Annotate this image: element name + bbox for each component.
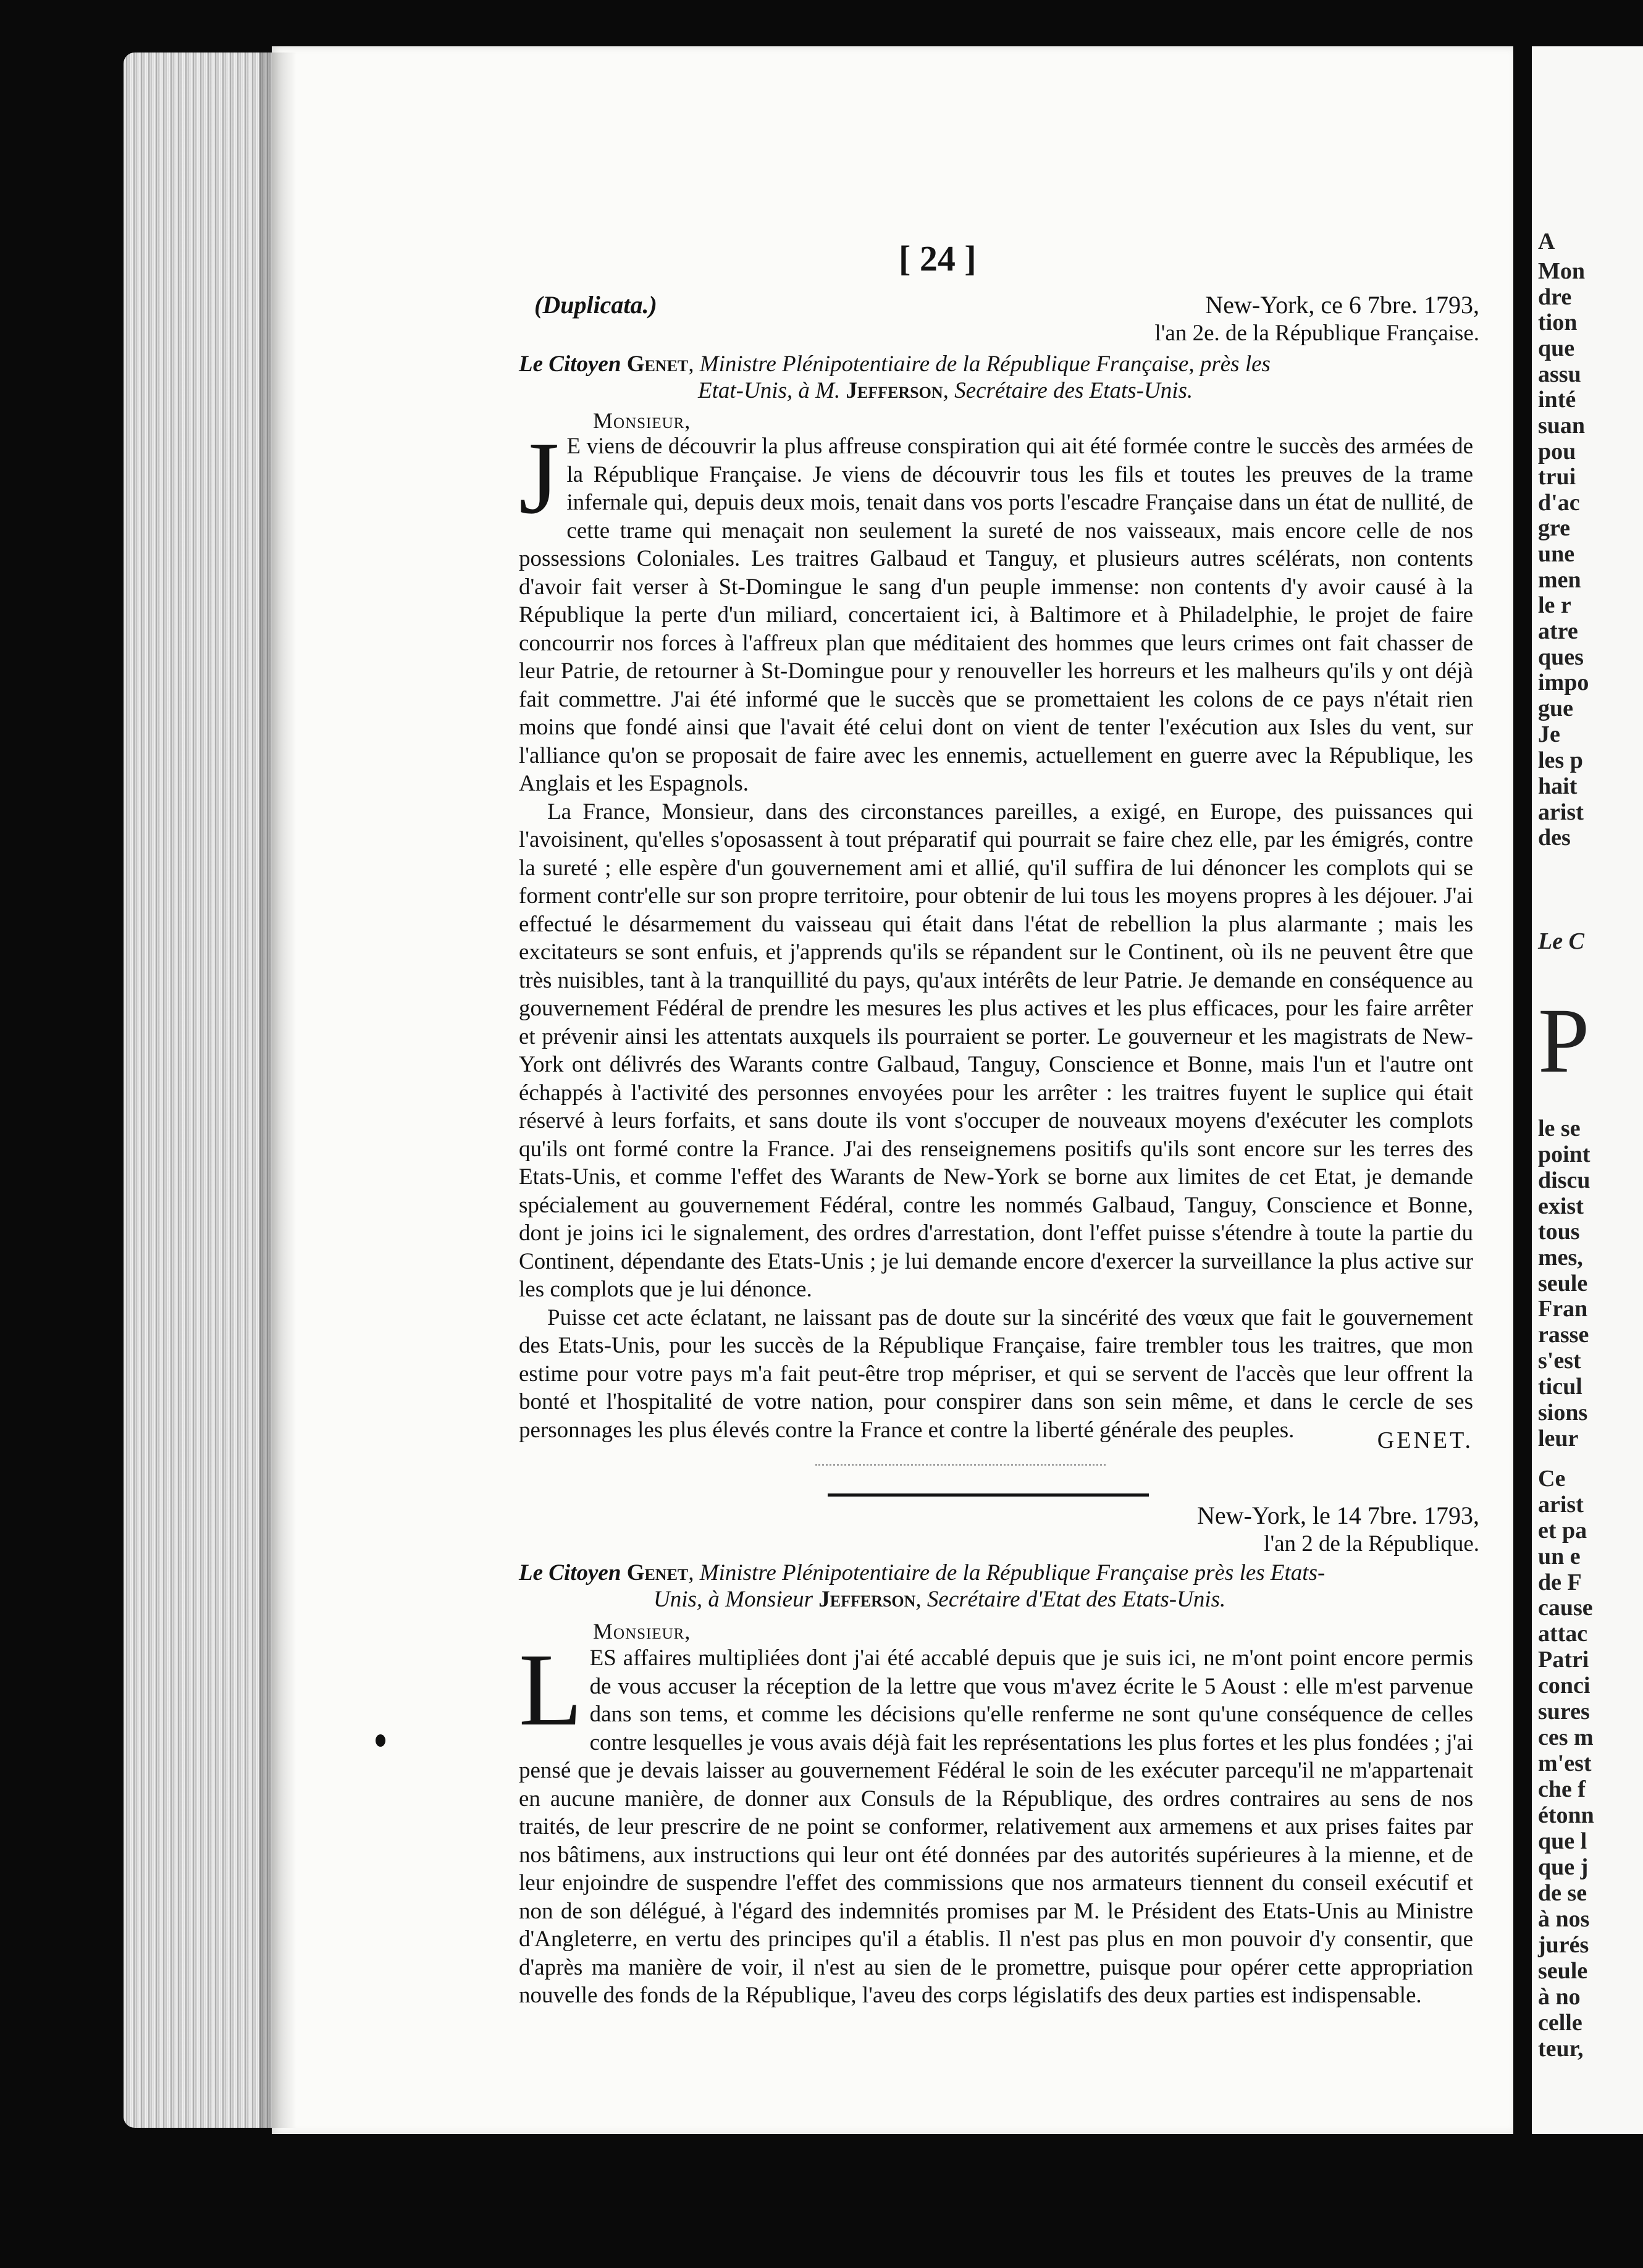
letter1-dateline: New-York, ce 6 7bre. 1793, bbox=[1205, 291, 1479, 319]
facing-page-text-fragment: attac bbox=[1538, 1621, 1588, 1647]
gutter-shadow bbox=[259, 52, 296, 2128]
facing-page-text-fragment: inté bbox=[1538, 387, 1576, 413]
letter1-addr-title: , Ministre Plénipotentiaire de la République Française, près les bbox=[688, 351, 1271, 377]
facing-page-text-fragment: exist bbox=[1538, 1193, 1584, 1219]
facing-page-text-fragment: point bbox=[1538, 1141, 1590, 1167]
facing-page-text-fragment: A bbox=[1538, 229, 1555, 254]
facing-page-text-fragment: que j bbox=[1538, 1854, 1589, 1880]
facing-page-text-fragment: Le C bbox=[1538, 928, 1584, 954]
letter1-addr-recipient: Jefferson bbox=[846, 378, 943, 403]
facing-page-text-fragment: trui bbox=[1538, 464, 1576, 490]
page-number: [ 24 ] bbox=[899, 238, 977, 279]
letter2-paragraph: LES affaires multipliées dont j'ai été accablé depuis que je suis ici, ne m'ont point encore permis de vous accuser la réception de la lettre que vous m'avez écrite le 5 Aoust : elle m'est parvenue dans son tems, et comme les décisions qu'elle renferme ne sont qu'une conséquence de celles contre lesquelles je vous avais déjà fait les représentations les plus fortes et les plus fondées ; j'ai pensé que je devais laisser au gouvernement Fédéral le soin de les exécuter parcequ'il ne m'appartenait en aucune manière, de donner aux Consuls de la République, des ordres contraires au sens de nos traités, de leur prescrire de ne point se conformer, relativement aux armemens et aux prises faites par nos bâtimens, aux instructions qui leur ont été données par des autorités supérieures à la mienne, et de leur enjoindre de suspendre l'effet des commissions que nos armateurs tiennent du conseil exécutif et non de son délégué, à l'égard des indemnités promises par M. le Président des Etats-Unis au Ministre d'Angleterre, en vertu des principes qu'il a établis. Il n'est pas plus en mon pouvoir d'y consentir, que d'après ma manière de voir, il n'est au sien de le promettre, puisque pour opérer cette appropriation nouvelle des fonds de la République, l'aveu des corps législatifs des deux parties est indispensable. bbox=[519, 1632, 1473, 2008]
letter2-salutation: Monsieur, bbox=[593, 1619, 691, 1644]
facing-page-text-fragment: P bbox=[1538, 989, 1590, 1092]
facing-page-text-fragment: tion bbox=[1538, 309, 1578, 335]
facing-page-text-fragment: seule bbox=[1538, 1958, 1588, 1984]
facing-page-text-fragment: le se bbox=[1538, 1115, 1581, 1141]
facing-page-text-fragment: dre bbox=[1538, 284, 1572, 310]
letter2-addr-title: , Ministre Plénipotentiaire de la République Française près les Etats- bbox=[688, 1560, 1326, 1586]
facing-page-text-fragment: seule bbox=[1538, 1270, 1588, 1296]
facing-page-text-fragment: leur bbox=[1538, 1426, 1579, 1451]
letter1-paragraph: Puisse cet acte éclatant, ne laissant pas de doute sur la sincérité des vœux que fait le gouvernement des Etats-Unis, pour les succès de la République Française, faire trembler tous les traitres, que mon estime pour votre pays m'a fait peut-être trop mépriser, et qui se servent de l'accès que leur offrent la bonté et l'hospitalité de votre nation, pour conspirer dans son sein même, et dans le cercle de ses personnages les plus élevés contre la France et contre la liberté générale des peuples. bbox=[519, 1304, 1473, 1443]
facing-page-text-fragment: teur, bbox=[1538, 2036, 1584, 2062]
facing-page-text-fragment: un e bbox=[1538, 1544, 1581, 1569]
facing-page-text-fragment: arist bbox=[1538, 1492, 1584, 1518]
letter1-addr-recipient-title: , Secrétaire des Etats-Unis. bbox=[943, 378, 1193, 403]
facing-page-text-fragment: étonn bbox=[1538, 1802, 1594, 1828]
ink-blot bbox=[376, 1734, 385, 1747]
facing-page-text-fragment: impo bbox=[1538, 670, 1589, 695]
facing-page-text-fragment: et pa bbox=[1538, 1518, 1587, 1544]
facing-page-text-fragment: le r bbox=[1538, 592, 1571, 618]
facing-page-text-fragment: pou bbox=[1538, 439, 1576, 464]
facing-page-text-fragment: gre bbox=[1538, 515, 1571, 541]
facing-page-text-fragment: che f bbox=[1538, 1776, 1586, 1802]
facing-page-text-fragment: des bbox=[1538, 825, 1571, 850]
letter2-dateline-year: l'an 2 de la République. bbox=[1264, 1531, 1479, 1556]
letter1-signature: GENET. bbox=[1377, 1427, 1473, 1453]
letter2-address bbox=[519, 1560, 1470, 1613]
letter2-addr-line2: Unis, à Monsieur bbox=[653, 1587, 819, 1612]
facing-page-text-fragment: que l bbox=[1538, 1828, 1587, 1854]
facing-page-text-fragment: hait bbox=[1538, 773, 1578, 799]
facing-page-text-fragment: ces m bbox=[1538, 1724, 1594, 1750]
letter2-addr-recipient: Jefferson bbox=[818, 1587, 916, 1612]
facing-page-text-fragment: conci bbox=[1538, 1673, 1590, 1699]
facing-page-text-fragment: discu bbox=[1538, 1167, 1590, 1193]
facing-page-text-fragment: cause bbox=[1538, 1595, 1593, 1621]
letter1-address bbox=[519, 351, 1470, 404]
letter2-body bbox=[519, 1632, 1473, 2010]
letter1-addr-pre: Le Citoyen bbox=[519, 351, 627, 377]
facing-page-text-fragment: d'ac bbox=[1538, 490, 1580, 516]
letter1-paragraph: J E viens de découvrir la plus affreuse conspiration qui ait été formée contre le succès des armées de la République Française. Je viens de découvrir tous les fils et toutes les preuves de la trame infernale qui, depuis deux mois, tenait dans vos ports l'escadre Française dans un état de nullité, de cette trame qui menaçait non seulement la sureté de nos vaisseaux, mais encore celle de nos possessions Coloniales. Les traitres Galbaud et Tanguy, et plusieurs autres scélérats, non contents d'avoir fait verser à St-Domingue le sang d'un peuple immense: non contents d'y avoir causé à la République la perte d'un miliard, concertaient ici, à Baltimore et à Philadelphie, le projet de faire concourrir nos forces à l'affreux plan que méditaient des hommes que leurs crimes ont fait chasser de leur Patrie, de retourner à St-Domingue pour y renouveller les horreurs et les malheurs qu'ils y ont déjà fait commettre. J'ai été informé que le succès que se promettaient les colons de ce pays n'était rien moins que fondé ainsi que l'avait été celui dont on vient de tenter l'exécution aux Isles du vent, sur l'alliance qu'on se proposait de faire avec les ennemis, actuellement en guerre avec la République, les Anglais et les Espagnols. bbox=[519, 421, 1473, 796]
facing-page-text-fragment: men bbox=[1538, 567, 1581, 593]
letter1-drop-cap: J bbox=[519, 421, 560, 536]
letter1-dateline-year: l'an 2e. de la République Française. bbox=[1154, 321, 1479, 346]
facing-page-text-fragment: sions bbox=[1538, 1400, 1588, 1426]
facing-page-text-fragment: gue bbox=[1538, 695, 1573, 721]
facing-page-text-fragment: rasse bbox=[1538, 1322, 1589, 1348]
letter2-addr-pre: Le Citoyen bbox=[519, 1560, 627, 1586]
facing-page-text-fragment: Fran bbox=[1538, 1296, 1588, 1322]
facing-page-text-fragment: une bbox=[1538, 541, 1575, 567]
facing-page-text-fragment: assu bbox=[1538, 361, 1581, 387]
facing-page-text-fragment: atre bbox=[1538, 618, 1578, 644]
letter1-addr-name: Genet bbox=[626, 351, 689, 377]
facing-page-text-fragment: de se bbox=[1538, 1880, 1587, 1906]
facing-page-text-fragment: arist bbox=[1538, 799, 1584, 825]
facing-page-text-fragment: tous bbox=[1538, 1219, 1580, 1245]
letter2-drop-cap: L bbox=[519, 1632, 582, 1747]
facing-page-text-fragment: Ce bbox=[1538, 1466, 1566, 1492]
facing-page-text-fragment: ticul bbox=[1538, 1374, 1582, 1400]
dotted-separator bbox=[815, 1464, 1106, 1471]
letter1-addr-line2: Etat-Unis, à M. bbox=[698, 378, 846, 403]
letter2-dateline: New-York, le 14 7bre. 1793, bbox=[1197, 1502, 1479, 1529]
letter2-addr-name: Genet bbox=[626, 1560, 689, 1586]
facing-page-text-fragment: les p bbox=[1538, 747, 1583, 773]
separator-rule bbox=[828, 1493, 1149, 1497]
letter1-paragraph: La France, Monsieur, dans des circonstances pareilles, a exigé, en Europe, des puissances qui l'avoisinent, qu'elles s'oposassent à tout préparatif qui pourrait se faire chez elle, par les émigrés, contre la sureté ; elle espère d'un gouvernement ami et allié, qu'il suffira de lui dénoncer les complots qui se forment contr'elle sur son propre territoire, pour obtenir de lui tous les moyens propres à les déjouer. J'ai effectué le désarmement du vaisseau qui était dans l'état de rebellion la plus alarmante ; mais les excitateurs se sont enfuis, et j'apprends qu'ils se répandent sur le Continent, où ils ne peuvent être que très nuisibles, tant à la tranquillité du pays, qu'aux intérêts de leur Patrie. Je demande en conséquence au gouvernement Fédéral de prendre les mesures les plus actives et les plus efficaces, pour les faire arrêter et prévenir ainsi les attentats auxquels ils pourraient se porter. Le gouverneur et les magistrats de New-York ont délivrés des Warants contre Galbaud, Tanguy, Conscience et Bonne, mais l'un et l'autre ont échappés à l'activité des personnes envoyées pour les arrêter : les traitres fuyent le suplice qui était réservé à leurs forfaits, et sans doute ils vont s'occuper de nouveaux moyens d'exécuter les complots qu'ils ont formé contre la France. J'ai des renseignemens positifs qu'ils sont encore sur les terres des Etats-Unis, et comme l'effet des Warants de New-York se borne aux limites de cet Etat, je demande spécialement au gouvernement Fédéral, contre les nommés Galbaud, Tanguy, Conscience et Bonne, dont je joins ici le signalement, des ordres d'arrestation, dont l'effet puisse s'étendre à toute la partie du Continent, dépendante des Etats-Unis ; je lui demande encore d'exercer la surveillance la plus active sur les complots que je lui dénonce. bbox=[519, 799, 1473, 1302]
duplicata-label: (Duplicata.) bbox=[534, 291, 657, 319]
facing-page-text-fragment: à nos bbox=[1538, 1906, 1590, 1932]
letter2-addr-recipient-title: , Secrétaire d'Etat des Etats-Unis. bbox=[915, 1587, 1226, 1612]
facing-page-text-fragment: jurés bbox=[1538, 1932, 1589, 1958]
facing-page-text-fragment: mes, bbox=[1538, 1245, 1583, 1270]
facing-page-text-fragment: ques bbox=[1538, 644, 1584, 670]
facing-page-text-fragment: sures bbox=[1538, 1699, 1590, 1724]
facing-page-text-fragment: celle bbox=[1538, 2010, 1582, 2036]
facing-page-text-fragment: que bbox=[1538, 335, 1575, 361]
facing-page-text-fragment: Patri bbox=[1538, 1647, 1589, 1673]
facing-page-text-fragment: Mon bbox=[1538, 258, 1585, 284]
facing-page-text-fragment: Je bbox=[1538, 721, 1560, 747]
letter1-body bbox=[519, 421, 1473, 1444]
facing-page-text-fragment: à no bbox=[1538, 1984, 1581, 2010]
facing-page-text-fragment: de F bbox=[1538, 1569, 1582, 1595]
letter1-salutation: Monsieur, bbox=[593, 408, 691, 433]
facing-page-text-fragment: suan bbox=[1538, 413, 1586, 439]
facing-page-text-fragment: m'est bbox=[1538, 1750, 1592, 1776]
facing-page-fragment bbox=[1532, 46, 1643, 2134]
facing-page-text-fragment: s'est bbox=[1538, 1348, 1581, 1374]
